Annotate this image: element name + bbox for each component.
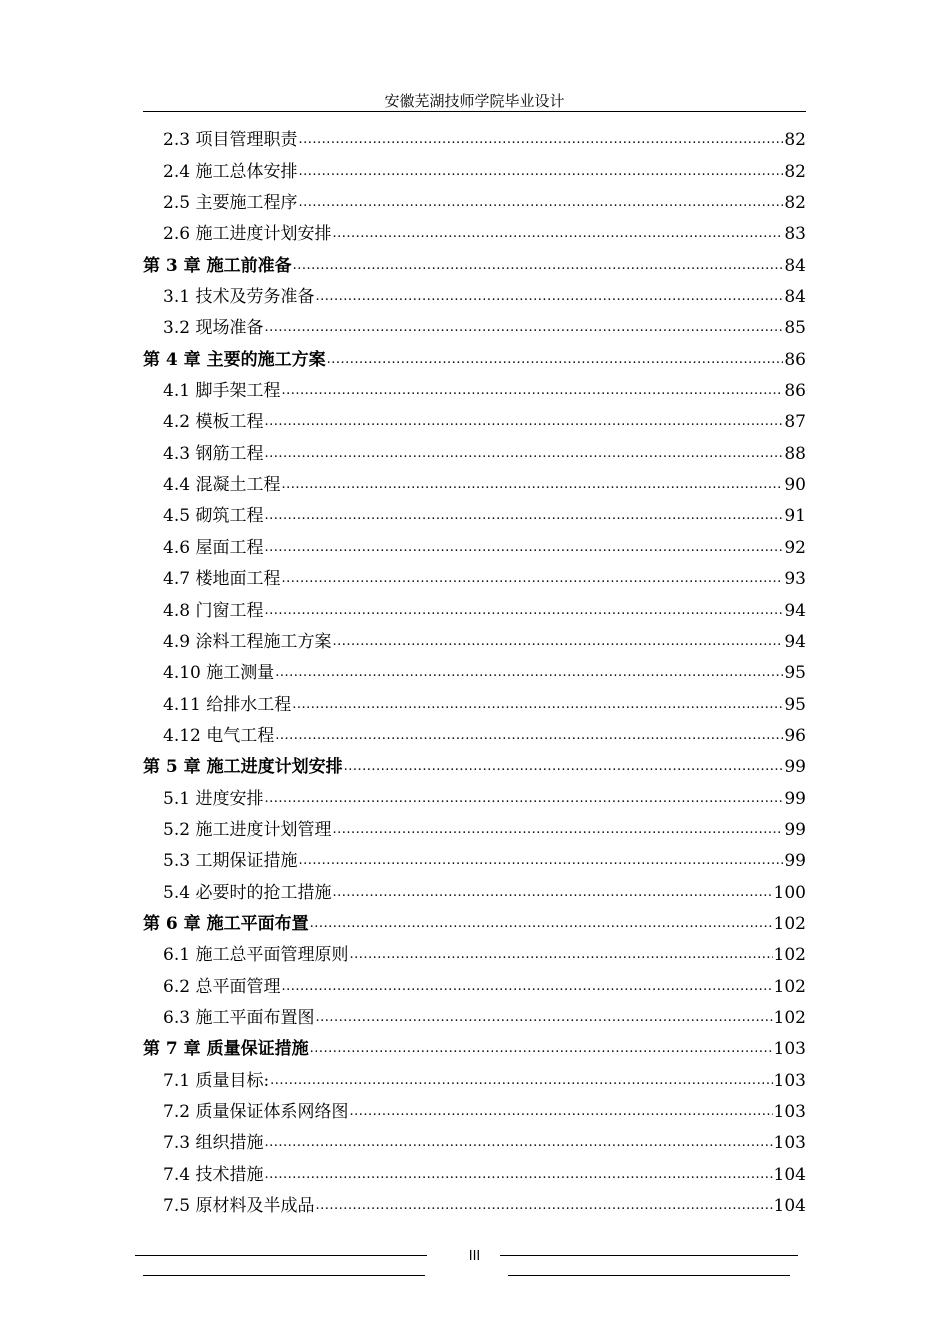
- toc-dot-leader: [264, 503, 783, 529]
- toc-entry-page: 82: [784, 161, 806, 182]
- toc-entry-page: 83: [784, 224, 806, 245]
- toc-dot-leader: [264, 786, 783, 812]
- toc-entry-title: 7.3 组织措施: [163, 1133, 264, 1154]
- page-header: [143, 90, 806, 112]
- toc-section-entry[interactable]: [143, 153, 806, 184]
- toc-chapter-entry[interactable]: [143, 341, 806, 372]
- toc-entry-page: 102: [773, 1007, 806, 1028]
- toc-dot-leader: [264, 409, 783, 435]
- toc-section-entry[interactable]: [143, 404, 806, 435]
- toc-entry-title: 3.2 现场准备: [163, 318, 264, 339]
- toc-entry-page: 94: [784, 631, 806, 652]
- footer-rule-bottom-left: [143, 1275, 425, 1276]
- toc-section-entry[interactable]: [143, 1188, 806, 1219]
- toc-entry-title: 3.1 技术及劳务准备: [163, 287, 315, 308]
- toc-section-entry[interactable]: [143, 812, 806, 843]
- toc-entry-title: 6.2 总平面管理: [163, 976, 281, 997]
- toc-entry-title: 4.11 给排水工程: [163, 694, 292, 715]
- toc-section-entry[interactable]: [143, 185, 806, 216]
- toc-entry-title: 7.2 质量保证体系网络图: [163, 1102, 349, 1122]
- toc-entry-title: 7.4 技术措施: [163, 1164, 264, 1185]
- toc-section-entry[interactable]: [143, 718, 806, 749]
- toc-dot-leader: [332, 221, 783, 247]
- toc-entry-title: 6.1 施工总平面管理原则: [163, 945, 349, 966]
- toc-entry-title: 2.6 施工进度计划安排: [163, 224, 332, 245]
- toc-dot-leader: [310, 1036, 773, 1062]
- toc-entry-title: 第 7 章 质量保证措施: [143, 1039, 309, 1060]
- toc-dot-leader: [315, 1005, 772, 1031]
- toc-entry-page: 88: [784, 443, 806, 464]
- toc-dot-leader: [332, 880, 772, 906]
- toc-entry-page: 104: [773, 1196, 806, 1217]
- toc-entry-page: 82: [784, 130, 806, 151]
- toc-entry-title: 4.6 屋面工程: [163, 537, 264, 558]
- toc-dot-leader: [298, 190, 783, 216]
- toc-entry-title: 7.1 质量目标:: [163, 1070, 270, 1091]
- toc-entry-title: 5.3 工期保证措施: [163, 851, 298, 872]
- toc-section-entry[interactable]: [143, 655, 806, 686]
- toc-entry-page: 103: [773, 1133, 806, 1154]
- toc-entry-page: 99: [784, 788, 806, 809]
- toc-dot-leader: [281, 378, 783, 404]
- toc-entry-title: 第 6 章 施工平面布置: [143, 913, 309, 934]
- toc-dot-leader: [298, 127, 783, 153]
- toc-entry-page: 87: [784, 412, 806, 433]
- toc-section-entry[interactable]: [143, 1000, 806, 1031]
- toc-section-entry[interactable]: [143, 1156, 806, 1187]
- toc-entry-title: 4.3 钢筋工程: [163, 443, 264, 464]
- toc-entry-page: 100: [773, 882, 806, 903]
- toc-section-entry[interactable]: [143, 1062, 806, 1093]
- toc-entry-page: 86: [784, 381, 806, 402]
- toc-entry-title: 2.3 项目管理职责: [163, 130, 298, 151]
- toc-section-entry[interactable]: [143, 624, 806, 655]
- toc-entry-page: 104: [773, 1164, 806, 1185]
- toc-entry-title: 5.1 进度安排: [163, 788, 264, 809]
- toc-chapter-entry[interactable]: [143, 906, 806, 937]
- toc-entry-page: 90: [784, 475, 806, 496]
- toc-section-entry[interactable]: [143, 561, 806, 592]
- toc-dot-leader: [293, 253, 784, 279]
- toc-entry-title: 5.2 施工进度计划管理: [163, 819, 332, 840]
- toc-section-entry[interactable]: [143, 780, 806, 811]
- toc-entry-page: 99: [784, 851, 806, 872]
- table-of-contents: [143, 122, 806, 1219]
- toc-entry-page: 96: [784, 725, 806, 746]
- toc-chapter-entry[interactable]: [143, 1031, 806, 1062]
- toc-entry-page: 82: [784, 193, 806, 214]
- toc-entry-title: 4.1 脚手架工程: [163, 381, 281, 402]
- toc-section-entry[interactable]: [143, 1094, 806, 1125]
- toc-section-entry[interactable]: [143, 529, 806, 560]
- toc-dot-leader: [332, 817, 783, 843]
- toc-chapter-entry[interactable]: [143, 247, 806, 278]
- toc-entry-title: 7.5 原材料及半成品: [163, 1196, 315, 1217]
- toc-dot-leader: [315, 1193, 772, 1219]
- header-rule: [143, 111, 806, 112]
- toc-section-entry[interactable]: [143, 686, 806, 717]
- toc-dot-leader: [264, 1162, 772, 1188]
- toc-dot-leader: [281, 974, 772, 1000]
- toc-entry-page: 103: [773, 1070, 806, 1091]
- toc-dot-leader: [281, 472, 783, 498]
- toc-entry-page: 86: [784, 349, 806, 370]
- toc-entry-title: 第 3 章 施工前准备: [143, 255, 292, 276]
- toc-dot-leader: [332, 629, 783, 655]
- toc-dot-leader: [292, 692, 783, 718]
- toc-dot-leader: [315, 284, 783, 310]
- toc-dot-leader: [275, 660, 783, 686]
- toc-entry-title: 2.4 施工总体安排: [163, 161, 298, 182]
- toc-entry-page: 95: [784, 694, 806, 715]
- toc-section-entry[interactable]: [143, 310, 806, 341]
- header-title: 安徽芜湖技师学院毕业设计: [384, 92, 565, 110]
- toc-section-entry[interactable]: [143, 968, 806, 999]
- toc-entry-page: 84: [784, 255, 806, 276]
- footer-rule-bottom-right: [508, 1275, 790, 1276]
- toc-entry-title: 5.4 必要时的抢工措施: [163, 882, 332, 903]
- toc-entry-page: 85: [784, 318, 806, 339]
- toc-entry-title: 4.10 施工测量: [163, 663, 275, 684]
- toc-dot-leader: [298, 848, 783, 874]
- toc-entry-page: 99: [784, 819, 806, 840]
- toc-entry-page: 92: [784, 537, 806, 558]
- toc-dot-leader: [275, 723, 783, 749]
- toc-entry-title: 2.5 主要施工程序: [163, 193, 298, 214]
- toc-entry-page: 102: [773, 913, 806, 934]
- toc-section-entry[interactable]: [143, 373, 806, 404]
- toc-entry-page: 103: [773, 1102, 806, 1122]
- toc-entry-title: 4.8 门窗工程: [163, 600, 264, 621]
- toc-entry-title: 第 5 章 施工进度计划安排: [143, 757, 343, 778]
- toc-dot-leader: [327, 347, 784, 373]
- toc-section-entry[interactable]: [143, 592, 806, 623]
- toc-entry-page: 102: [773, 976, 806, 997]
- toc-entry-page: 91: [784, 506, 806, 527]
- toc-dot-leader: [264, 598, 783, 624]
- toc-dot-leader: [264, 315, 783, 341]
- toc-dot-leader: [270, 1068, 772, 1094]
- toc-section-entry[interactable]: [143, 467, 806, 498]
- toc-dot-leader: [281, 566, 783, 592]
- toc-entry-title: 4.4 混凝土工程: [163, 475, 281, 496]
- toc-dot-leader: [344, 754, 784, 780]
- toc-entry-title: 4.5 砌筑工程: [163, 506, 264, 527]
- toc-section-entry[interactable]: [143, 279, 806, 310]
- toc-section-entry[interactable]: [143, 122, 806, 153]
- toc-entry-title: 4.12 电气工程: [163, 725, 275, 746]
- toc-entry-title: 4.2 模板工程: [163, 412, 264, 433]
- toc-chapter-entry[interactable]: [143, 749, 806, 780]
- page-footer: [143, 1244, 806, 1284]
- toc-dot-leader: [298, 159, 783, 185]
- toc-section-entry[interactable]: [143, 435, 806, 466]
- toc-section-entry[interactable]: [143, 937, 806, 968]
- toc-entry-title: 第 4 章 主要的施工方案: [143, 349, 326, 370]
- toc-entry-title: 4.7 楼地面工程: [163, 569, 281, 590]
- toc-section-entry[interactable]: [143, 874, 806, 905]
- toc-entry-page: 99: [784, 757, 806, 778]
- toc-dot-leader: [264, 535, 783, 561]
- toc-section-entry[interactable]: [143, 216, 806, 247]
- toc-section-entry[interactable]: [143, 498, 806, 529]
- toc-dot-leader: [264, 1130, 772, 1156]
- toc-dot-leader: [310, 911, 773, 937]
- toc-entry-title: 6.3 施工平面布置图: [163, 1007, 315, 1028]
- toc-entry-page: 94: [784, 600, 806, 621]
- toc-dot-leader: [349, 942, 772, 968]
- toc-entry-page: 93: [784, 569, 806, 590]
- toc-entry-title: 4.9 涂料工程施工方案: [163, 631, 332, 652]
- toc-section-entry[interactable]: [143, 843, 806, 874]
- toc-entry-page: 103: [773, 1039, 806, 1060]
- toc-dot-leader: [264, 441, 783, 467]
- toc-entry-page: 95: [784, 663, 806, 684]
- toc-dot-leader: [349, 1099, 772, 1125]
- toc-entry-page: 102: [773, 945, 806, 966]
- toc-section-entry[interactable]: [143, 1125, 806, 1156]
- toc-entry-page: 84: [784, 287, 806, 308]
- page-number: III: [468, 1249, 481, 1264]
